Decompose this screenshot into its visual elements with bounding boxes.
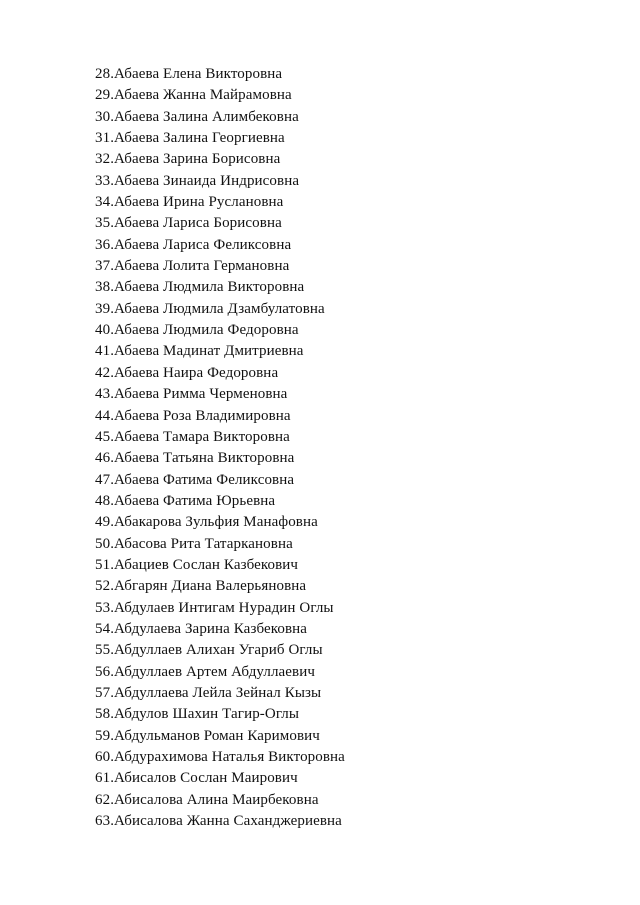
list-item: 52.Абгарян Диана Валерьяновна	[95, 578, 307, 595]
list-item: 45.Абаева Тамара Викторовна	[95, 428, 290, 445]
list-item: 43.Абаева Римма Черменовна	[95, 386, 288, 403]
list-item: 41.Абаева Мадинат Дмитриевна	[95, 343, 304, 360]
list-item: 29.Абаева Жанна Майрамовна	[95, 87, 292, 104]
list-item: 55.Абдуллаев Алихан Угариб Оглы	[95, 642, 323, 659]
list-item: 54.Абдулаева Зарина Казбековна	[95, 620, 308, 637]
list-item: 33.Абаева Зинаида Индрисовна	[95, 172, 300, 189]
list-item: 59.Абдульманов Роман Каримович	[95, 727, 320, 744]
list-item: 39.Абаева Людмила Дзамбулатовна	[95, 300, 325, 317]
list-item: 40.Абаева Людмила Федоровна	[95, 322, 299, 339]
list-item: 35.Абаева Лариса Борисовна	[95, 215, 282, 232]
list-item: 32.Абаева Зарина Борисовна	[95, 151, 281, 168]
list-item: 28.Абаева Елена Викторовна	[95, 66, 283, 82]
list-item: 62.Абисалова Алина Маирбековна	[95, 791, 319, 808]
name-list	[95, 64, 345, 832]
list-item: 34.Абаева Ирина Руслановна	[95, 194, 284, 211]
list-item: 44.Абаева Роза Владимировна	[95, 407, 291, 424]
list-item: 38.Абаева Людмила Викторовна	[95, 279, 305, 296]
list-item: 46.Абаева Татьяна Викторовна	[95, 450, 295, 467]
list-item: 31.Абаева Залина Георгиевна	[95, 130, 285, 147]
list-item: 56.Абдуллаев Артем Абдуллаевич	[95, 663, 316, 680]
list-item: 58.Абдулов Шахин Тагир-Оглы	[95, 706, 300, 723]
list-item: 37.Абаева Лолита Германовна	[95, 258, 290, 275]
list-item: 36.Абаева Лариса Феликсовна	[95, 236, 292, 253]
list-item: 51.Абациев Сослан Казбекович	[95, 556, 299, 573]
list-item: 53.Абдулаев Интигам Нурадин Оглы	[95, 599, 334, 616]
list-item: 63.Абисалова Жанна Саханджериевна	[95, 813, 342, 830]
list-item: 60.Абдурахимова Наталья Викторовна	[95, 749, 345, 765]
list-item: 61.Абисалов Сослан Маирович	[95, 770, 298, 787]
list-item: 49.Абакарова Зульфия Манафовна	[95, 514, 318, 531]
list-item: 50.Абасова Рита Татаркановна	[95, 535, 293, 552]
list-item: 30.Абаева Залина Алимбековна	[95, 108, 299, 125]
list-item: 57.Абдуллаева Лейла Зейнал Кызы	[95, 684, 322, 701]
list-item: 47.Абаева Фатима Феликсовна	[95, 471, 295, 488]
list-item: 42.Абаева Наира Федоровна	[95, 364, 279, 381]
list-item: 48.Абаева Фатима Юрьевна	[95, 492, 276, 509]
